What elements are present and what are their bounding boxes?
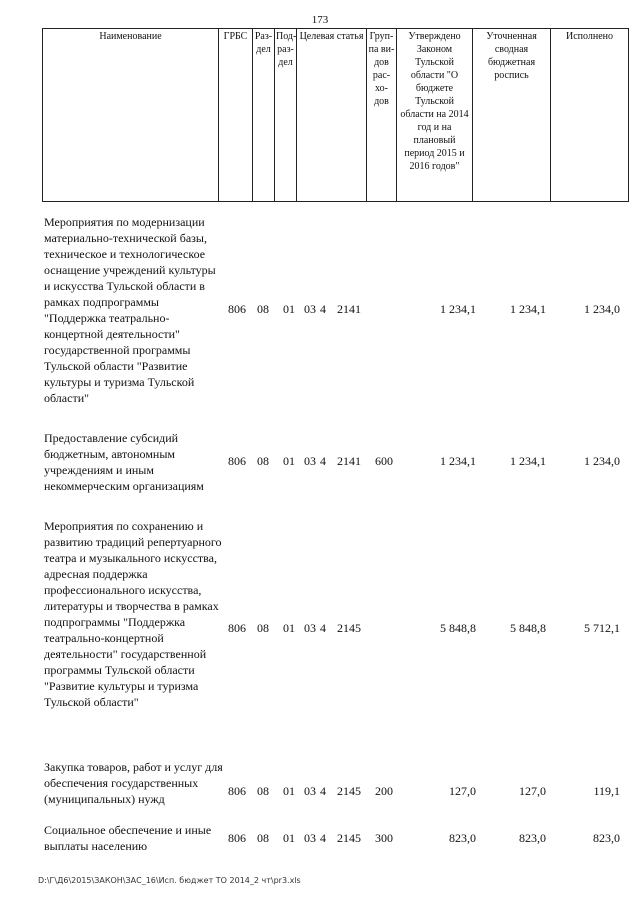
row-executed: 5 712,1 (584, 621, 620, 635)
row-refined: 1 234,1 (510, 454, 546, 468)
row-target-subprogram: 4 (320, 831, 326, 845)
row-target-code: 2145 (337, 784, 361, 798)
row-section: 08 (257, 302, 269, 316)
header-target: Целевая статья (297, 29, 367, 202)
row-target-code: 2145 (337, 621, 361, 635)
row-grbs: 806 (228, 831, 246, 845)
row-grbs: 806 (228, 302, 246, 316)
row-section: 08 (257, 784, 269, 798)
row-target-program: 03 (304, 831, 316, 845)
row-target-subprogram: 4 (320, 621, 326, 635)
row-executed: 1 234,0 (584, 454, 620, 468)
row-approved: 127,0 (449, 784, 476, 798)
row-approved: 5 848,8 (440, 621, 476, 635)
row-subsection: 01 (283, 621, 295, 635)
row-name: Предоставление субсидий бюджетным, автономным учреждениям и иным некоммерческим организациям (44, 431, 204, 493)
header-section: Раз- дел (253, 29, 275, 202)
row-target-subprogram: 4 (320, 784, 326, 798)
row-target-subprogram: 4 (320, 302, 326, 316)
header-refined: Уточненная сводная бюджетная роспись (473, 29, 551, 202)
row-group: 200 (375, 784, 393, 798)
row-target-program: 03 (304, 454, 316, 468)
header-group: Груп- па ви- дов рас- хо- дов (367, 29, 397, 202)
row-grbs: 806 (228, 454, 246, 468)
row-name: Закупка товаров, работ и услуг для обеспечения государственных (муниципальных) нужд (44, 760, 223, 806)
header-approved: Утверждено Законом Тульской области "О бюджете Тульской области на 2014 год и на плановый период 2015 и 2016 годов" (397, 29, 473, 202)
file-path-footer: D:\Г\Д6\2015\ЗАКОН\ЗАС_16\Исп. бюджет ТО 2014_2 чт\pr3.xls (38, 876, 301, 885)
row-group: 600 (375, 454, 393, 468)
table-header (42, 28, 629, 202)
row-target-code: 2141 (337, 454, 361, 468)
row-approved: 1 234,1 (440, 454, 476, 468)
row-section: 08 (257, 454, 269, 468)
header-name: Наименование (43, 29, 219, 202)
row-section: 08 (257, 621, 269, 635)
row-grbs: 806 (228, 621, 246, 635)
row-subsection: 01 (283, 831, 295, 845)
row-executed: 1 234,0 (584, 302, 620, 316)
row-name: Мероприятия по модернизации материально-технической базы, техническое и технологическое оснащение учреждений культуры и искусства Тульской области в рамках подпрограммы "Поддержка театрально-концертной деятельности" государственной программы Тульской области "Развитие культуры и туризма Тульской области" (44, 215, 216, 405)
header-executed: Исполнено (551, 29, 629, 202)
row-subsection: 01 (283, 302, 295, 316)
page-number: 173 (311, 14, 329, 26)
row-approved: 1 234,1 (440, 302, 476, 316)
row-refined: 823,0 (519, 831, 546, 845)
row-section: 08 (257, 831, 269, 845)
header-grbs: ГРБС (219, 29, 253, 202)
row-refined: 127,0 (519, 784, 546, 798)
row-target-code: 2145 (337, 831, 361, 845)
row-name: Мероприятия по сохранению и развитию традиций репертуарного театра и музыкального искусства, адресная поддержка профессионального искусства, литературы и творчества в рамках подпрограммы "Поддержка театрально-концертной деятельности" государственной программы Тульской области "Развитие культуры и туризма Тульской области" (44, 519, 222, 709)
row-group: 300 (375, 831, 393, 845)
row-refined: 1 234,1 (510, 302, 546, 316)
row-executed: 823,0 (593, 831, 620, 845)
row-grbs: 806 (228, 784, 246, 798)
row-refined: 5 848,8 (510, 621, 546, 635)
row-target-program: 03 (304, 302, 316, 316)
row-executed: 119,1 (593, 784, 620, 798)
row-target-subprogram: 4 (320, 454, 326, 468)
row-approved: 823,0 (449, 831, 476, 845)
row-target-code: 2141 (337, 302, 361, 316)
row-subsection: 01 (283, 784, 295, 798)
row-target-program: 03 (304, 784, 316, 798)
row-name: Социальное обеспечение и иные выплаты населению (44, 823, 212, 853)
row-target-program: 03 (304, 621, 316, 635)
header-subsection: Под- раз- дел (275, 29, 297, 202)
row-subsection: 01 (283, 454, 295, 468)
